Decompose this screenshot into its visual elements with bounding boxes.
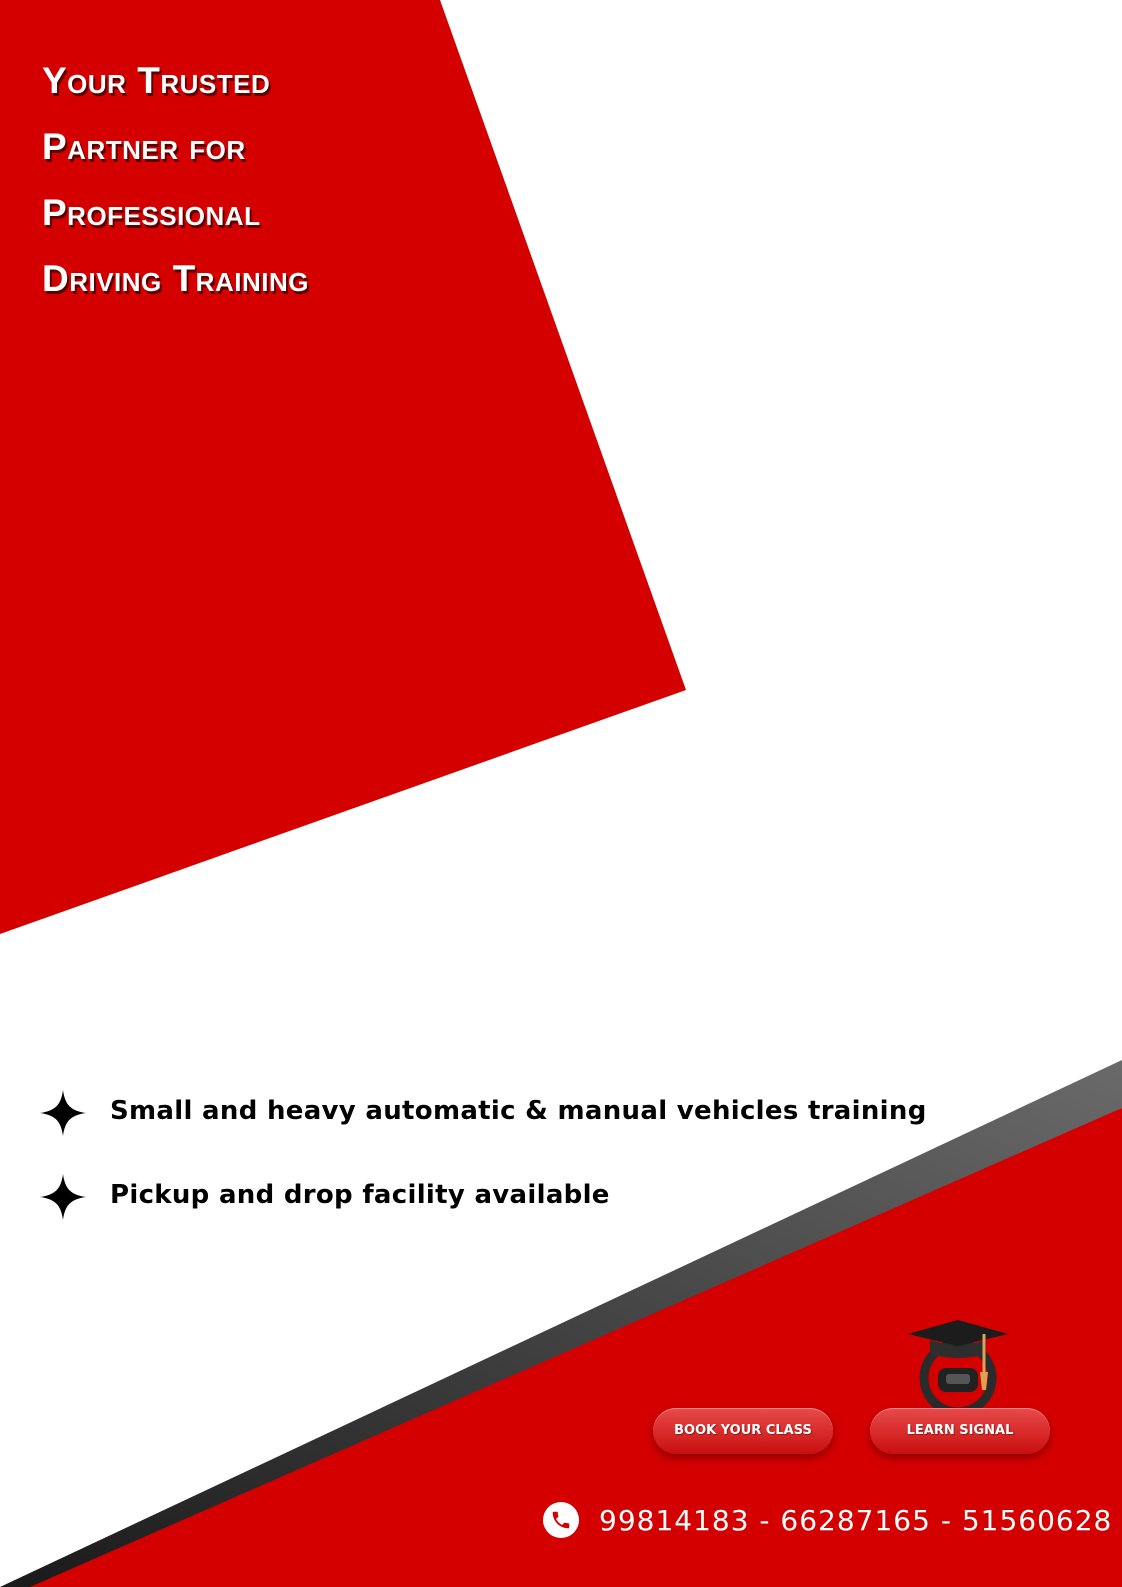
feature-list [40,1090,1040,1258]
four-point-star-icon [40,1090,86,1136]
feature-text: Pickup and drop facility available [110,1180,610,1210]
headline-line-3: Professional [42,192,261,233]
headline-line-4: Driving Training [42,258,309,299]
contact-info [543,1500,1112,1540]
feature-item [40,1090,1040,1174]
learn-signal-button[interactable]: LEARN SIGNAL [870,1408,1050,1454]
headline-line-2: Partner for [42,126,246,167]
phone-icon [543,1502,579,1538]
graduation-cap-steering-wheel-icon [888,1320,1028,1420]
headline [42,48,442,312]
four-point-star-icon [40,1174,86,1220]
headline-line-1: Your Trusted [42,60,271,101]
phone-numbers[interactable]: 99814183 - 66287165 - 51560628 [599,1503,1113,1537]
feature-item [40,1174,1040,1258]
feature-text: Small and heavy automatic & manual vehicles training [110,1096,927,1126]
book-your-class-button[interactable]: BOOK YOUR CLASS [653,1408,833,1454]
